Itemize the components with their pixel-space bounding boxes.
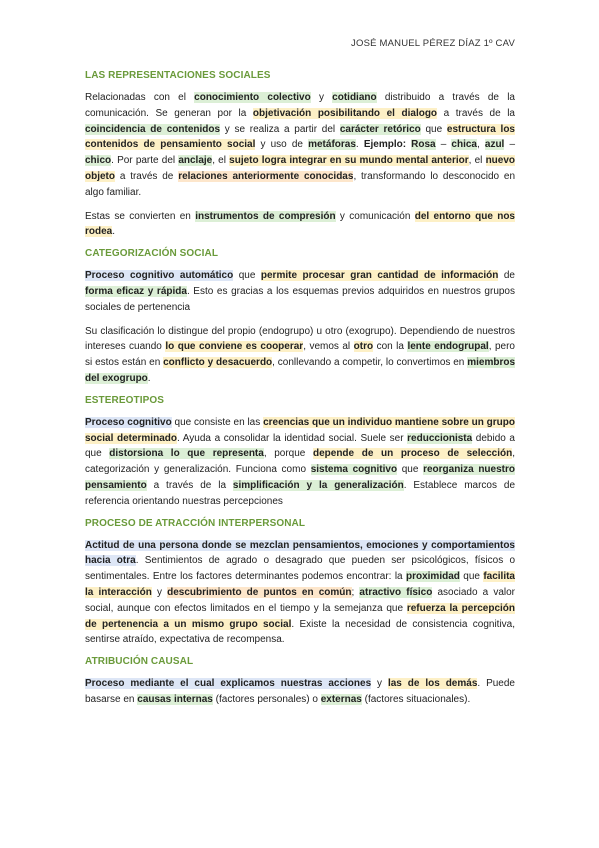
paragraph <box>85 268 515 315</box>
text-run: – <box>504 139 516 151</box>
text-run: a través de la <box>437 107 515 119</box>
highlighted-text: cotidiano <box>332 92 377 103</box>
highlighted-text: Proceso cognitivo <box>85 416 172 428</box>
highlighted-text: lente endogrupal <box>407 341 489 353</box>
highlighted-text: reorganiza nuestro pensamiento <box>85 464 515 491</box>
text-run: . <box>147 372 151 384</box>
text-run: , categorización y generalización. Funciona como <box>85 448 515 476</box>
highlighted-text: sujeto logra integrar en su mundo mental anterior <box>229 155 469 167</box>
text-run: a través de <box>115 170 179 182</box>
text-run: Relacionadas con el <box>85 92 195 103</box>
text-run: debido a que <box>85 432 515 460</box>
highlighted-text: conocimiento colectivo <box>194 92 311 103</box>
highlighted-text: relaciones anteriormente conocidas <box>178 170 354 182</box>
section <box>85 656 515 708</box>
highlighted-text: forma eficaz y rápida <box>85 285 187 297</box>
text-run: . Por parte del <box>111 155 179 167</box>
paragraph <box>85 538 515 649</box>
text-run: . Sentimientos de agrado o desagrado que pueden ser psicológicos, físicos o sentimentales. Entre los factores determinantes podemos encontrar: la <box>85 555 516 583</box>
highlighted-text: depende de un proceso de selección <box>312 448 513 460</box>
text-run: y <box>151 586 168 598</box>
section <box>85 518 515 649</box>
section-title: ESTEREOTIPOS <box>85 394 164 406</box>
text-run: , pero si estos están en <box>85 341 515 369</box>
highlighted-text: descubrimiento de puntos en común <box>167 586 352 598</box>
text-run: . Establece marcos de referencia orientando nuestras percepciones <box>85 479 516 507</box>
author-header: JOSÉ MANUEL PÉREZ DÍAZ 1º CAV <box>351 38 515 49</box>
text-run: y comunicación <box>335 210 415 222</box>
highlighted-text: otro <box>353 341 374 353</box>
text-run: que <box>420 123 447 135</box>
text-run: Su clasificación lo distingue del propio (endogrupo) u otro (exogrupo). Dependiendo de nuestros intereses cuando <box>85 325 515 353</box>
highlighted-text: Actitud de una persona donde se mezclan pensamientos, emociones y comportamientos hacia otra <box>85 539 515 567</box>
highlighted-text: anclaje <box>178 155 213 167</box>
highlighted-text: instrumentos de compresión <box>195 210 336 222</box>
highlighted-text: objetivación posibilitando el dialogo <box>252 107 438 119</box>
text-run: , vemos al <box>303 341 354 353</box>
paragraph <box>85 676 515 708</box>
text-run: y <box>371 678 388 690</box>
highlighted-text: facilita la interacción <box>85 571 515 598</box>
section <box>85 395 515 510</box>
text-run: Ejemplo: <box>363 139 412 151</box>
text-run: y <box>310 92 333 103</box>
highlighted-text: azul <box>484 139 505 151</box>
section-title: ATRIBUCIÓN CAUSAL <box>85 656 194 668</box>
highlighted-text: carácter retórico <box>339 123 421 135</box>
highlighted-text: distorsiona lo que representa <box>109 448 264 460</box>
text-run: y uso de <box>255 139 309 151</box>
paragraph <box>85 90 515 201</box>
highlighted-text: reduccionista <box>407 432 473 444</box>
highlighted-text: nuevo objeto <box>85 155 516 182</box>
highlighted-text: permite procesar gran cantidad de información <box>260 270 499 282</box>
highlighted-text: causas internas <box>137 693 213 705</box>
text-run: . <box>112 226 116 238</box>
section <box>85 70 515 240</box>
text-run: . Esto es gracias a los esquemas previos adquiridos en nuestros grupos sociales de pertenencia <box>85 285 515 313</box>
text-run: . Existe la necesidad de consistencia cognitiva, sentirse atraído, expectativa de recompensa. <box>85 618 515 646</box>
highlighted-text: proximidad <box>405 571 460 583</box>
text-run: que <box>459 571 484 583</box>
text-run: , conllevando a competir, lo convertimos en <box>272 357 468 369</box>
text-run: , <box>476 139 485 151</box>
highlighted-text: las de los demás <box>387 678 478 690</box>
highlighted-text: Proceso cognitivo automático <box>85 270 234 282</box>
highlighted-text: del entorno que nos rodea <box>85 210 515 238</box>
paragraph <box>85 209 515 241</box>
text-run: (factores situacionales). <box>361 693 471 705</box>
section <box>85 248 515 387</box>
highlighted-text: metáforas <box>308 139 356 151</box>
text-run: – <box>435 139 452 151</box>
text-run: que <box>397 464 424 476</box>
highlighted-text: miembros del exogrupo <box>85 357 516 384</box>
paragraph <box>85 324 515 387</box>
highlighted-text: Rosa <box>411 139 436 151</box>
highlighted-text: refuerza la percepción de pertenencia a un mismo grupo social <box>85 602 515 630</box>
text-run: , el <box>212 155 230 167</box>
highlighted-text: estructura los contenidos de pensamiento social <box>85 123 515 151</box>
highlighted-text: simplificación y la generalización <box>232 479 404 491</box>
highlighted-text: coincidencia de contenidos <box>85 123 221 135</box>
highlighted-text: externas <box>320 693 362 705</box>
document-body <box>85 70 515 716</box>
text-run: . Puede basarse en <box>85 678 515 705</box>
text-run: Estas se convierten en <box>85 210 196 222</box>
text-run: que <box>233 270 261 282</box>
text-run: de <box>498 270 515 282</box>
text-run: que consiste en las <box>171 416 264 428</box>
highlighted-text: sistema cognitivo <box>310 464 398 476</box>
text-run: ; <box>351 586 360 598</box>
highlighted-text: chica <box>451 139 477 151</box>
text-run: , transformando lo desconocido en algo familiar. <box>85 170 516 198</box>
text-run: asociado a valor social, aunque con efectos limitados en el tiempo y la semejanza que <box>85 586 516 614</box>
highlighted-text: chico <box>85 155 112 167</box>
text-run: . Ayuda a consolidar la identidad social. Suele ser <box>176 432 408 444</box>
section-title: LAS REPRESENTACIONES SOCIALES <box>85 70 271 81</box>
text-run: , porque <box>263 448 313 460</box>
highlighted-text: conflicto y desacuerdo <box>163 357 273 369</box>
highlighted-text: lo que conviene es cooperar <box>165 341 304 353</box>
highlighted-text: atractivo físico <box>359 586 433 598</box>
text-run: y se realiza a partir del <box>220 123 340 135</box>
section-title: CATEGORIZACIÓN SOCIAL <box>85 248 219 260</box>
text-run: , el <box>468 155 486 167</box>
text-run: a través de la <box>146 479 233 491</box>
highlighted-text: Proceso mediante el cual explicamos nuestras acciones <box>85 678 372 690</box>
text-run: distribuido a través de la comunicación. Se generan por la <box>85 92 515 119</box>
paragraph <box>85 415 515 510</box>
section-title: PROCESO DE ATRACCIÓN INTERPERSONAL <box>85 517 306 529</box>
highlighted-text: creencias que un individuo mantiene sobre un grupo social determinado <box>85 416 515 444</box>
text-run: con la <box>373 341 408 353</box>
text-run: (factores personales) o <box>212 693 321 705</box>
text-run: . <box>355 139 364 151</box>
